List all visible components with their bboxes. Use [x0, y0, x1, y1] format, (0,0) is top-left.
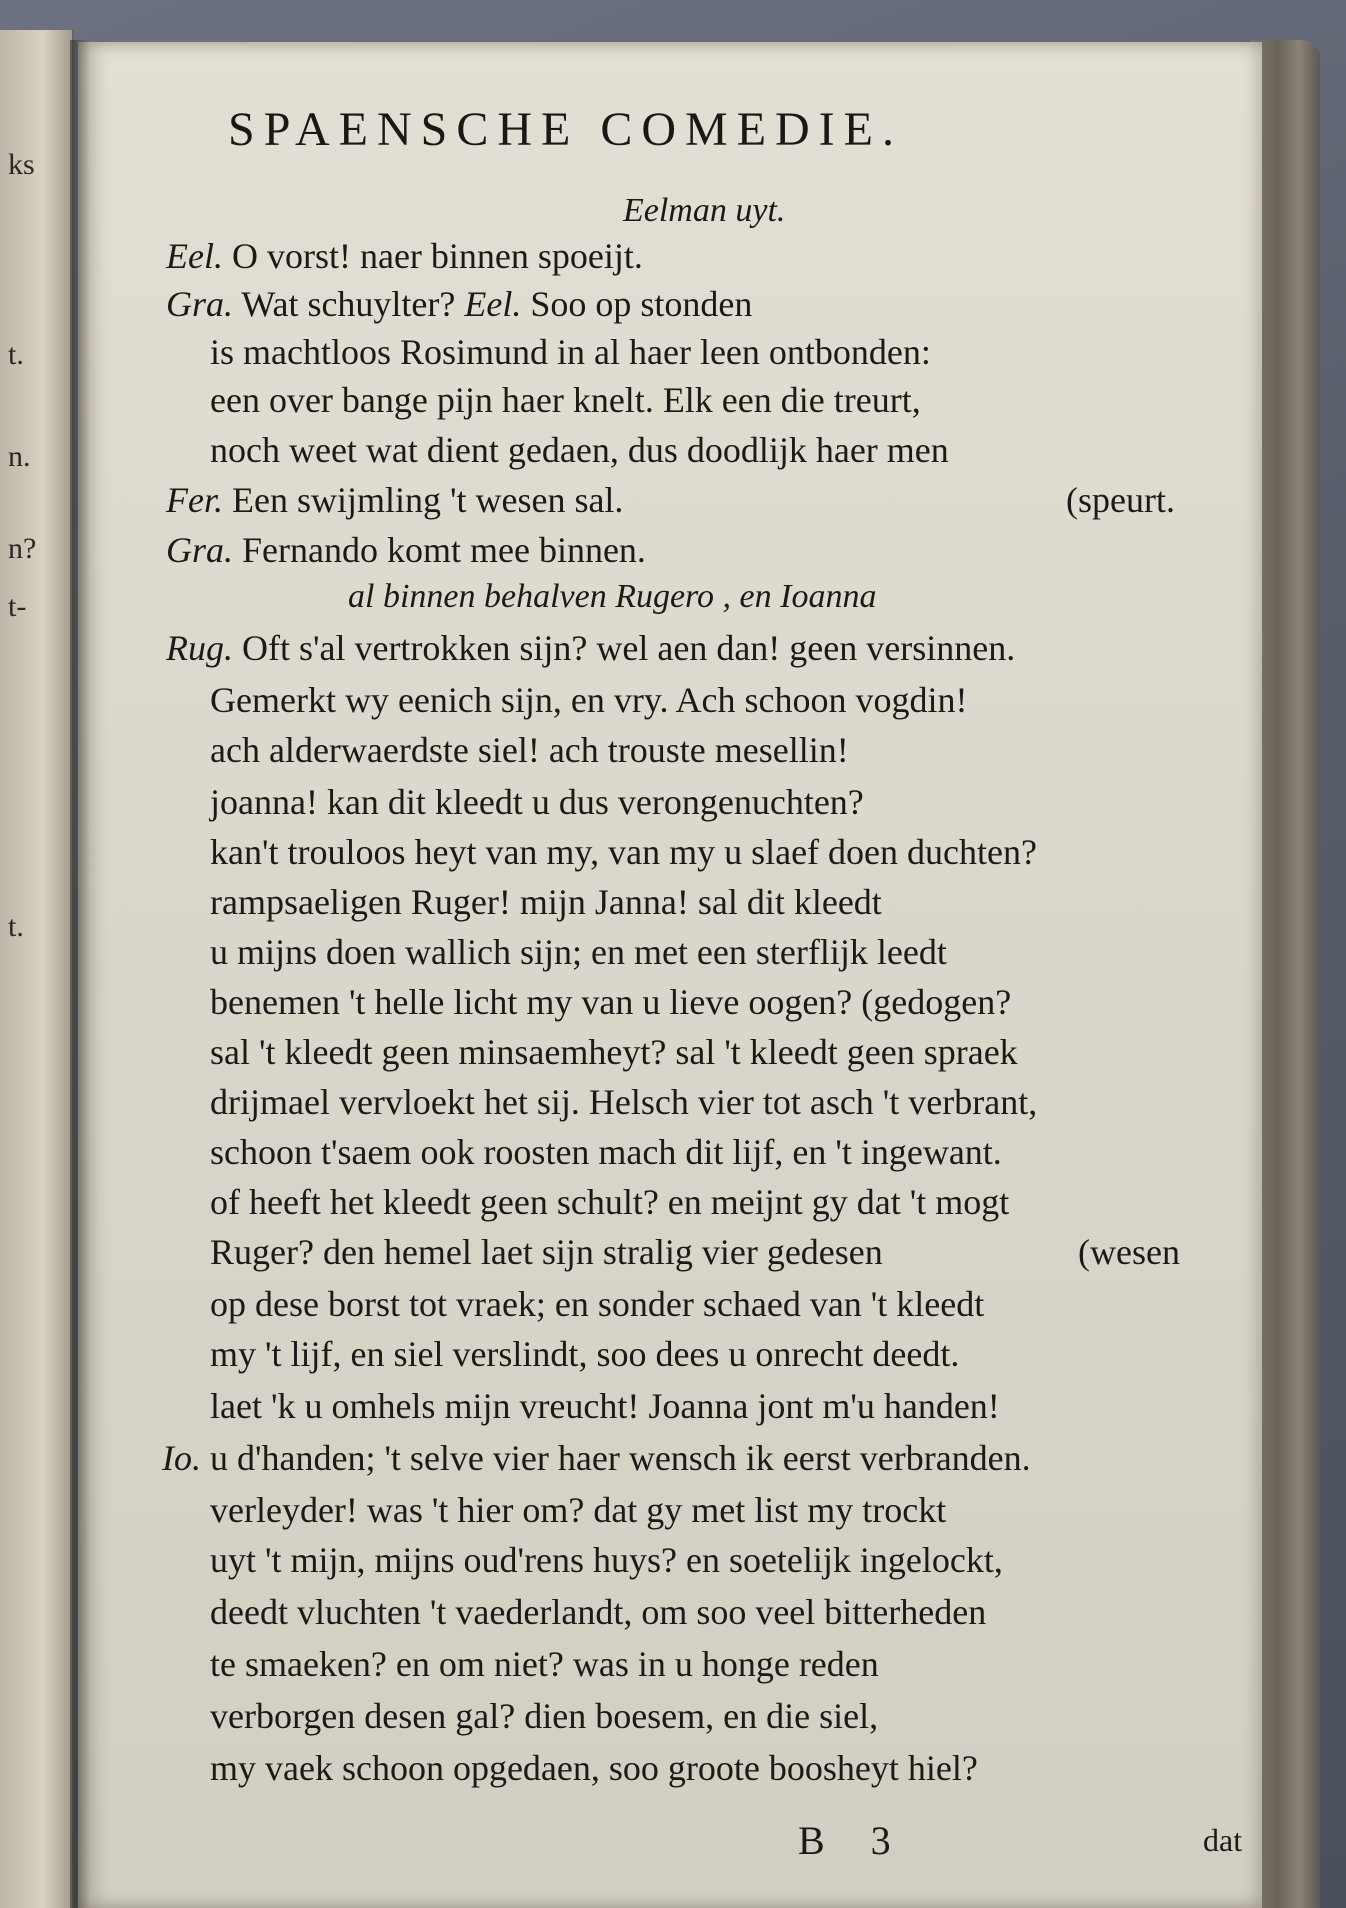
line-text: sal 't kleedt geen minsaemheyt? sal 't kleedt geen spraek — [210, 1032, 1018, 1072]
verse-line — [210, 1184, 1009, 1220]
line-text: Soo op stonden — [521, 284, 753, 324]
verse-line — [210, 1388, 1000, 1424]
line-text: noch weet wat dient gedaen, dus doodlijk haer men — [210, 430, 949, 470]
line-text: schoon t'saem ook roosten mach dit lijf, en 't ingewant. — [210, 1132, 1002, 1172]
verse-line — [210, 432, 949, 468]
spine-shadow — [70, 40, 90, 1908]
line-text: te smaeken? en om niet? was in u honge reden — [210, 1644, 879, 1684]
verse-line — [210, 834, 1037, 870]
stage-direction: Eelman uyt. — [623, 192, 786, 229]
line-text: kan't trouloos heyt van my, van my u slaef doen duchten? — [210, 832, 1037, 872]
line-text: benemen 't helle licht my van u lieve oogen? (gedogen? — [210, 982, 1012, 1022]
catchword: dat — [1203, 1822, 1243, 1858]
signature-mark: B 3 — [798, 1818, 909, 1863]
verse-line — [162, 1440, 1031, 1476]
verse-line — [210, 984, 1011, 1020]
line-text: Wat schuylter? — [233, 284, 465, 324]
line-text: rampsaeligen Ruger! mijn Janna! sal dit kleedt — [210, 882, 882, 922]
verse-line — [210, 1134, 1002, 1170]
verse-line — [210, 1750, 978, 1786]
line-text: of heeft het kleedt geen schult? en meijnt gy dat 't mogt — [210, 1182, 1010, 1222]
speaker-label: Eel. — [166, 236, 223, 276]
verse-line — [210, 1542, 1003, 1578]
line-text: Fernando komt mee binnen. — [233, 530, 646, 570]
verse-line — [166, 532, 646, 568]
line-text: drijmael vervloekt het sij. Helsch vier tot asch 't verbrant, — [210, 1082, 1038, 1122]
facing-page-edge — [0, 30, 74, 1908]
verse-line — [210, 682, 968, 718]
facing-page-fragment: n. — [8, 440, 31, 473]
verse-line — [210, 934, 947, 970]
verse-line — [210, 1084, 1037, 1120]
speaker-label: Rug. — [166, 628, 233, 668]
turnover-text: (speurt. — [1066, 480, 1175, 520]
line-text: u mijns doen wallich sijn; en met een sterflijk leedt — [210, 932, 947, 972]
line-text: verleyder! was 't hier om? dat gy met list my trockt — [210, 1490, 947, 1530]
facing-page-fragment: n? — [8, 532, 37, 565]
verse-line — [166, 482, 623, 518]
speaker-label: Fer. — [166, 480, 223, 520]
line-text: u d'handen; 't selve vier haer wensch ik eerst verbranden. — [201, 1438, 1031, 1478]
verse-line — [210, 1646, 879, 1682]
speaker-label: Gra. — [166, 284, 234, 324]
verse-line — [210, 884, 882, 920]
facing-page-fragment: t. — [8, 338, 24, 371]
verse-line — [210, 1698, 878, 1734]
line-text: my 't lijf, en siel verslindt, soo dees u onrecht deedt. — [210, 1334, 960, 1374]
speaker-label: Io. — [162, 1438, 201, 1478]
facing-page-fragment: t. — [8, 910, 24, 943]
line-text: Ruger? den hemel laet sijn stralig vier gedesen — [210, 1232, 883, 1272]
line-text: verborgen desen gal? dien boesem, en die siel, — [210, 1696, 879, 1736]
line-text: Gemerkt wy eenich sijn, en vry. Ach schoon vogdin! — [210, 680, 968, 720]
line-text: Oft s'al vertrokken sijn? wel aen dan! geen versinnen. — [233, 628, 1016, 668]
verse-line — [210, 1234, 883, 1270]
line-text: my vaek schoon opgedaen, soo groote boosheyt hiel? — [210, 1748, 978, 1788]
verse-line — [166, 286, 752, 322]
speaker-label: Eel. — [464, 284, 522, 324]
verse-line — [210, 1034, 1018, 1070]
verse-line — [210, 382, 921, 418]
line-text: O vorst! naer binnen spoeijt. — [222, 236, 643, 276]
line-text: een over bange pijn haer knelt. Elk een die treurt, — [210, 380, 921, 420]
line-text: is machtloos Rosimund in al haer leen ontbonden: — [210, 332, 931, 372]
running-head: SPAENSCHE COMEDIE. — [228, 103, 903, 156]
verse-line — [210, 1286, 984, 1322]
line-text: deedt vluchten 't vaederlandt, om soo veel bitterheden — [210, 1592, 987, 1632]
turnover-text: (wesen — [1078, 1232, 1180, 1272]
line-text: uyt 't mijn, mijns oud'rens huys? en soetelijk ingelockt, — [210, 1540, 1003, 1580]
line-text: Een swijmling 't wesen sal. — [223, 480, 624, 520]
verse-line — [210, 334, 931, 370]
line-text: laet 'k u omhels mijn vreucht! Joanna jont m'u handen! — [210, 1386, 1000, 1426]
line-text: joanna! kan dit kleedt u dus verongenuchten? — [210, 782, 864, 822]
verse-line — [210, 784, 864, 820]
verse-line — [210, 1594, 986, 1630]
line-text: ach alderwaerdste siel! ach trouste mesellin! — [210, 730, 849, 770]
speaker-label: Gra. — [166, 530, 234, 570]
stage-direction: al binnen behalven Rugero , en Ioanna — [348, 578, 877, 615]
verse-line — [210, 1492, 946, 1528]
verse-line — [166, 238, 643, 274]
line-text: op dese borst tot vraek; en sonder schaed van 't kleedt — [210, 1284, 985, 1324]
facing-page-fragment: ks — [8, 148, 35, 181]
page-text-block — [78, 42, 1262, 1908]
book-page — [78, 42, 1262, 1908]
verse-line — [210, 1336, 959, 1372]
verse-line — [210, 732, 849, 768]
verse-line — [166, 630, 1015, 666]
facing-page-fragment: t- — [8, 590, 27, 623]
